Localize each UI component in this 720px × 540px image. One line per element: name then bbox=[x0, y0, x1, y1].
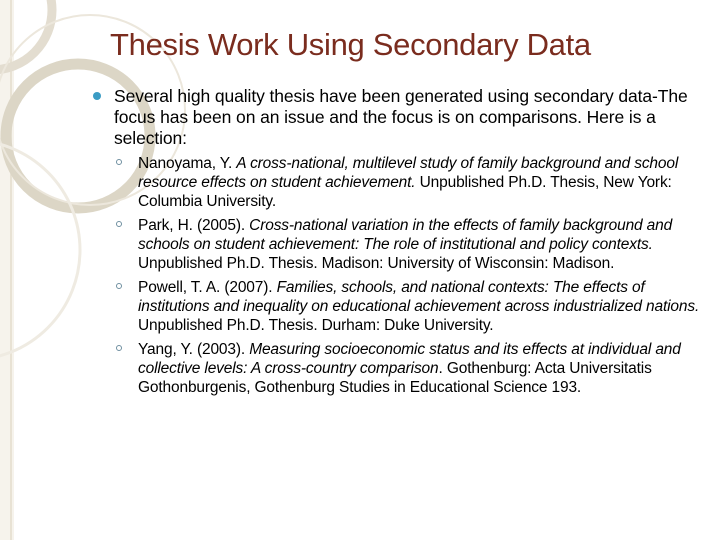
reference-publication: Unpublished Ph.D. Thesis. Madison: University of Wisconsin: Madison. bbox=[138, 255, 615, 272]
reference-title: Families, schools, and national contexts: The effects of institutions and inequality on educational achievement across industrialized nations. bbox=[138, 279, 700, 315]
content-area bbox=[93, 86, 703, 402]
ring-bullet-icon bbox=[116, 159, 122, 165]
ring-bullet-icon bbox=[116, 283, 122, 289]
left-edge-band bbox=[0, 0, 14, 540]
reference-item bbox=[93, 278, 703, 335]
reference-publication: Unpublished Ph.D. Thesis. Durham: Duke University. bbox=[138, 317, 494, 334]
reference-author: Yang, Y. (2003). bbox=[138, 341, 250, 358]
reference-item bbox=[93, 340, 703, 397]
reference-title: Cross-national variation in the effects of family background and schools on student achievement: The role of institutional and policy contexts. bbox=[138, 217, 673, 253]
reference-publication: Unpublished Ph.D. Thesis, New York: Columbia University. bbox=[138, 174, 672, 210]
reference-item bbox=[93, 216, 703, 273]
reference-publication: . Gothenburg: Acta Universitatis Gothonburgenis, Gothenburg Studies in Educational Science 193. bbox=[138, 360, 652, 396]
ring-bullet-icon bbox=[116, 345, 122, 351]
reference-title: A cross-national, multilevel study of family background and school resource effects on student achievement. bbox=[138, 155, 679, 191]
bullet-dot-icon bbox=[93, 92, 101, 100]
ring-bullet-icon bbox=[116, 221, 122, 227]
main-bullet-text: Several high quality thesis have been generated using secondary data-The focus has been on an issue and the focus is on comparisons. Here is a selection: bbox=[114, 86, 688, 148]
reference-author: Park, H. (2005). bbox=[138, 217, 250, 234]
reference-list bbox=[93, 154, 703, 397]
slide-title: Thesis Work Using Secondary Data bbox=[110, 27, 591, 62]
reference-author: Nanoyama, Y. bbox=[138, 155, 237, 172]
reference-author: Powell, T. A. (2007). bbox=[138, 279, 277, 296]
reference-item bbox=[93, 154, 703, 211]
main-bullet bbox=[93, 86, 703, 149]
reference-title: Measuring socioeconomic status and its effects at individual and collective levels: A cross-country comparison bbox=[138, 341, 681, 377]
